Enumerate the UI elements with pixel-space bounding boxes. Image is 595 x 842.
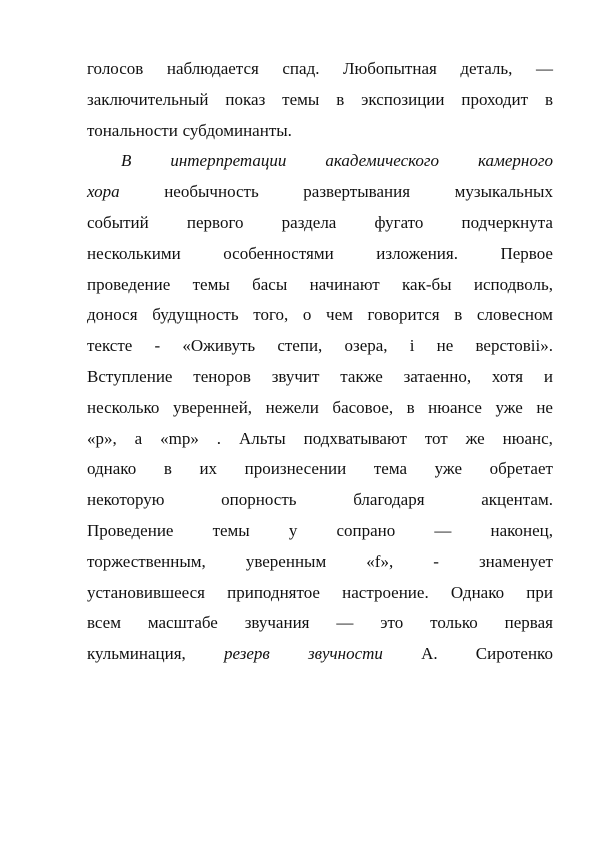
word: спад. [282,59,320,78]
word: голосов [87,59,144,78]
word: исподволь, [473,274,553,294]
word: темы [192,274,230,294]
word: торжественным, [87,551,206,571]
word: произнесении [244,459,347,479]
text-line [87,454,553,485]
word: в [163,459,172,479]
word: масштабе [147,613,218,633]
word: затаенно, [403,366,472,386]
word: чем [326,305,353,325]
text-line [87,116,553,147]
word: однако [87,459,137,479]
text-line [87,300,553,331]
word: уверенным [245,551,327,571]
word: первая [504,613,553,633]
word: уже [495,397,523,417]
body-text [87,54,553,670]
word: Сиротенко [475,644,553,664]
word: басы [252,274,288,294]
word: — [535,59,553,78]
italic-word: хора [87,182,120,202]
text-line [87,208,553,239]
italic-word: резерв [223,644,270,664]
word: их [199,459,218,479]
italic-word: В [121,151,132,171]
word: только [430,613,478,633]
text-line [87,362,553,393]
word: Вступление [87,366,173,386]
word: сопрано [336,520,396,540]
word: развертывания [303,182,411,202]
word: также [340,366,383,386]
word: событий [87,212,149,232]
text-line [87,239,553,270]
word: словесном [476,305,553,325]
word: приподнятое [227,582,320,602]
word: деталь, [460,59,513,78]
word: а [134,428,143,448]
text-line [87,331,553,362]
italic-word: звучности [307,644,383,664]
word: — [434,520,452,540]
word: А. [421,644,438,664]
word: в [454,305,463,325]
text-line [87,485,553,516]
word: озера, [344,336,388,356]
word: благодаря [353,490,425,510]
word: нюанс, [502,428,553,448]
text-line [87,608,553,639]
word: же [465,428,485,448]
word: «f», [366,551,394,571]
word: как-бы [402,274,452,294]
text-line [87,639,553,670]
word: теноров [193,366,251,386]
word: несколько [87,397,160,417]
word: всем [87,613,121,633]
text-line [87,547,553,578]
word: у [288,520,298,540]
word: «Оживуть [182,336,256,356]
word: знаменует [478,551,553,571]
word: показ [225,89,266,109]
text-line [87,270,553,301]
word: при [526,582,553,602]
word: верстовіі». [475,336,553,356]
text-line [87,516,553,547]
word: наконец, [490,520,553,540]
italic-word: камерного [478,151,553,171]
word: - [433,551,439,571]
text-line [87,85,553,116]
word: в [406,397,415,417]
word: будущность [152,305,239,325]
text-line [87,177,553,208]
italic-word: академического [325,151,440,171]
word: и [543,366,553,386]
word: некоторую [87,490,165,510]
word: субдоминанты. [182,120,292,140]
word: обретает [489,459,553,479]
word: кульминация, [87,644,186,664]
word: тональности [87,120,178,140]
text-line [87,146,553,177]
word: звучит [271,366,320,386]
word: Однако [450,582,505,602]
word: музыкальных [454,182,553,202]
word: тексте [87,336,133,356]
italic-word: интерпретации [170,151,287,171]
word: . [216,428,222,448]
word: Любопытная [343,59,437,78]
word: в [336,89,345,109]
word: фугато [374,212,424,232]
word: подхватывают [303,428,407,448]
word: в [544,89,553,109]
word: раздела [281,212,337,232]
word: хотя [491,366,524,386]
word: донося [87,305,138,325]
word: і [409,336,415,356]
word: уверенней, [172,397,253,417]
word: начинают [309,274,380,294]
word: нежели [265,397,319,417]
word: темы [212,520,250,540]
word: не [536,397,553,417]
word: звучания [244,613,310,633]
word: необычность [164,182,259,202]
word: особенностями [223,243,334,263]
word: тот [424,428,448,448]
word: Первое [500,243,553,263]
text-line [87,54,553,85]
word: нюансе [428,397,482,417]
word: уже [434,459,462,479]
word: акцентам. [481,490,553,510]
word: настроение. [342,582,429,602]
word: басовое, [332,397,394,417]
word: степи, [277,336,323,356]
word: наблюдается [166,59,259,78]
word: первого [186,212,244,232]
word: тема [373,459,408,479]
word: Альты [238,428,286,448]
word: заключительный [87,89,209,109]
text-line [87,393,553,424]
word: опорность [221,490,297,510]
word: установившееся [87,582,205,602]
word: - [154,336,161,356]
word: проведение [87,274,171,294]
word: Проведение [87,520,174,540]
word: темы [282,89,320,109]
word: несколькими [87,243,181,263]
word: экспозиции [361,89,445,109]
word: «р», [87,428,117,448]
word: проходит [461,89,529,109]
text-line [87,424,553,455]
word: «mр» [160,428,199,448]
word: не [436,336,454,356]
word: изложения. [376,243,458,263]
word: говорится [367,305,440,325]
word: это [380,613,404,633]
text-line [87,578,553,609]
word: — [336,613,354,633]
word: подчеркнута [461,212,553,232]
word: того, [253,305,289,325]
word: о [302,305,312,325]
